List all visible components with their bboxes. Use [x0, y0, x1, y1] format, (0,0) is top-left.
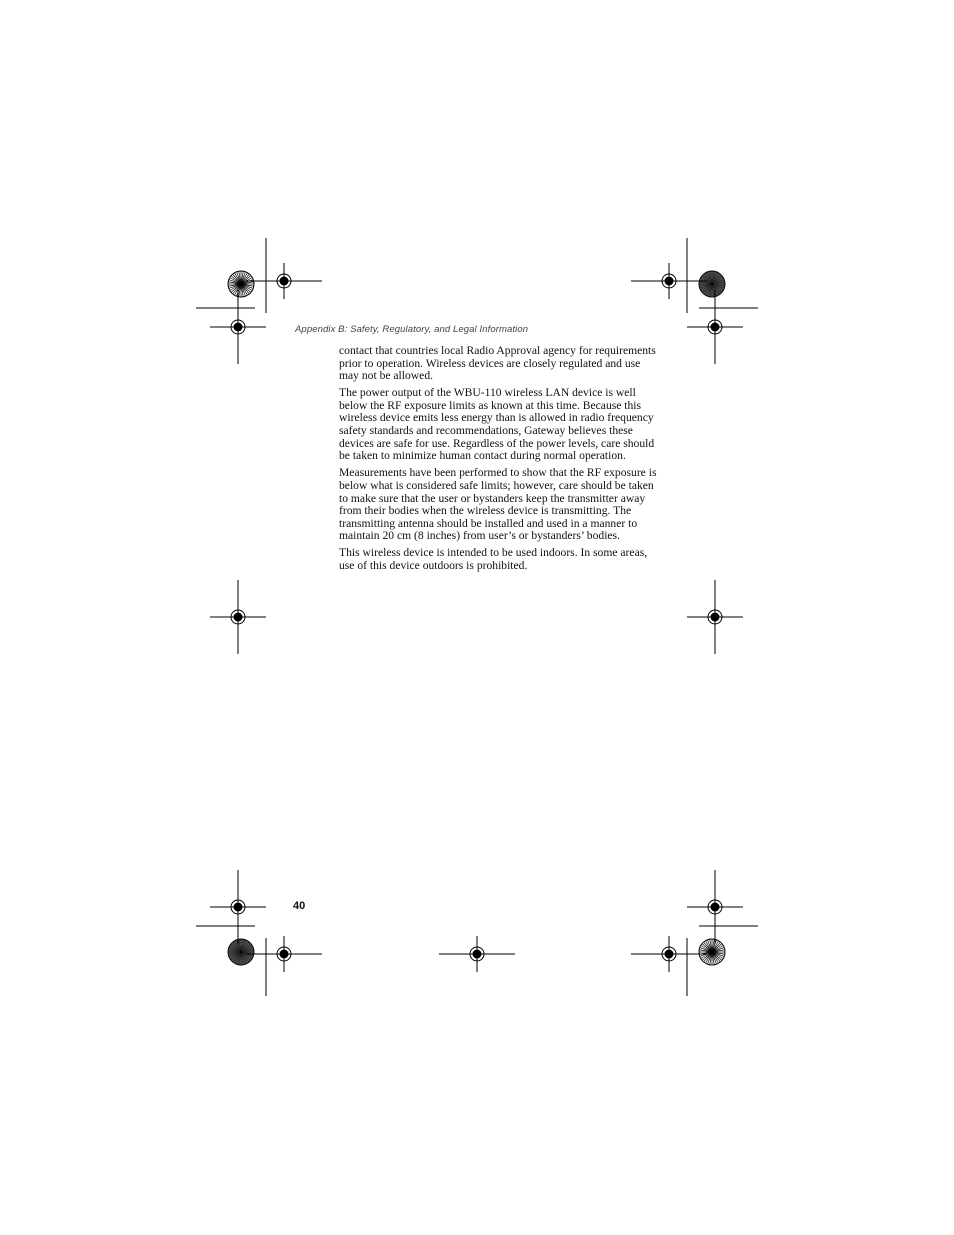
registration-target-icon [439, 936, 515, 972]
registration-target-icon [246, 263, 322, 299]
body-text [339, 345, 661, 577]
registration-target-icon [210, 290, 266, 364]
starburst-icon [228, 939, 254, 965]
registration-target-icon [687, 870, 743, 944]
starburst-icon [699, 271, 725, 297]
registration-target-icon [687, 290, 743, 364]
starburst-icon [228, 271, 254, 297]
paragraph: Measurements have been performed to show that the RF exposure is below what is considered safe limits; however, care should be taken to make sure that the user or bystanders keep the transmitter away from their bodies when the wireless device is transmitting. The transmitting antenna should be installed and used in a manner to maintain 20 cm (8 inches) from user’s or bystanders’ bodies. [339, 466, 657, 543]
running-header: Appendix B: Safety, Regulatory, and Legal Information [295, 324, 529, 335]
paragraph: contact that countries local Radio Approval agency for requirements prior to operation. Wireless devices are closely regulated and use may not be allowed. [339, 344, 656, 383]
paragraph: This wireless device is intended to be used indoors. In some areas, use of this device outdoors is prohibited. [339, 546, 648, 572]
paragraph: The power output of the WBU-110 wireless LAN device is well below the RF exposure limits as known at this time. Because this wireless device emits less energy than is allowed in radio frequency safety standards and recommendations, Gateway believes these devices are safe for use. Regardless of the power levels, care should be taken to minimize human contact during normal operation. [339, 386, 655, 463]
registration-target-icon [246, 936, 322, 972]
registration-target-icon [210, 870, 266, 944]
registration-target-icon [687, 580, 743, 654]
registration-target-icon [631, 936, 707, 972]
page-number: 40 [293, 900, 306, 912]
starburst-icon [699, 939, 725, 965]
registration-target-icon [210, 580, 266, 654]
registration-target-icon [631, 263, 707, 299]
